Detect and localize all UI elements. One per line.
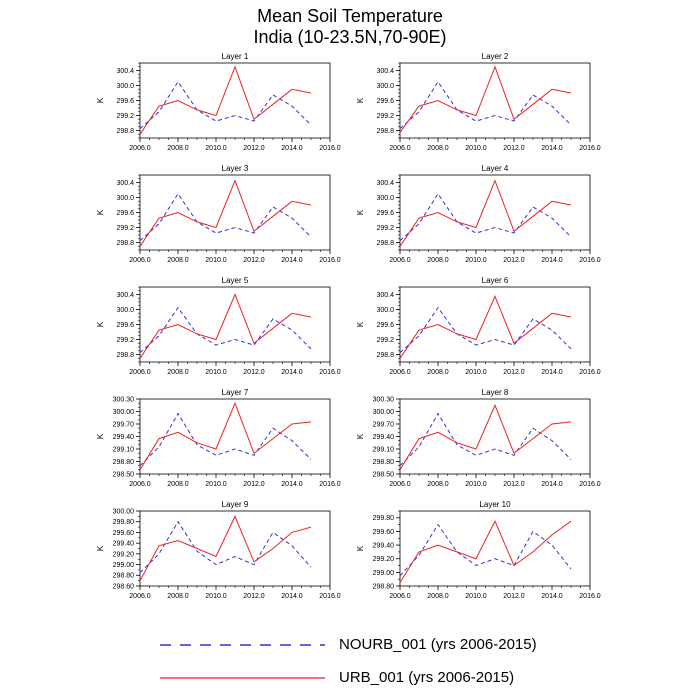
svg-text:Layer 4: Layer 4 <box>481 164 509 173</box>
svg-text:298.8: 298.8 <box>116 351 134 359</box>
svg-text:Layer 6: Layer 6 <box>481 276 509 285</box>
svg-text:299.2: 299.2 <box>376 336 394 344</box>
svg-text:2014.0: 2014.0 <box>281 257 303 264</box>
svg-text:2006.0: 2006.0 <box>129 257 151 264</box>
svg-text:2008.0: 2008.0 <box>427 145 449 152</box>
svg-text:2008.0: 2008.0 <box>167 257 189 264</box>
svg-text:Layer 5: Layer 5 <box>221 276 249 285</box>
svg-text:2012.0: 2012.0 <box>503 145 525 152</box>
svg-text:2010.0: 2010.0 <box>465 593 487 600</box>
svg-text:2012.0: 2012.0 <box>503 257 525 264</box>
svg-text:2016.0: 2016.0 <box>579 369 601 376</box>
svg-text:299.80: 299.80 <box>112 519 134 527</box>
svg-text:298.80: 298.80 <box>372 583 394 591</box>
svg-text:300.0: 300.0 <box>116 82 134 90</box>
svg-text:Layer 8: Layer 8 <box>481 388 509 397</box>
svg-text:Layer 7: Layer 7 <box>221 388 249 397</box>
svg-text:299.6: 299.6 <box>116 321 134 329</box>
svg-text:300.0: 300.0 <box>116 306 134 314</box>
svg-text:2014.0: 2014.0 <box>281 145 303 152</box>
svg-text:298.8: 298.8 <box>376 127 394 135</box>
svg-text:299.2: 299.2 <box>376 112 394 120</box>
svg-text:2006.0: 2006.0 <box>129 593 151 600</box>
svg-text:300.0: 300.0 <box>376 194 394 202</box>
figure-header <box>0 0 700 48</box>
svg-text:298.80: 298.80 <box>112 458 134 466</box>
svg-text:2016.0: 2016.0 <box>319 257 341 264</box>
svg-text:299.00: 299.00 <box>372 569 394 577</box>
legend-label-urb: URB_001 (yrs 2006-2015) <box>339 669 515 686</box>
svg-text:298.8: 298.8 <box>116 239 134 247</box>
svg-text:K: K <box>96 97 105 104</box>
svg-text:298.50: 298.50 <box>112 471 134 479</box>
svg-text:2016.0: 2016.0 <box>579 145 601 152</box>
svg-text:2010.0: 2010.0 <box>205 145 227 152</box>
svg-text:300.30: 300.30 <box>372 396 394 404</box>
svg-text:2010.0: 2010.0 <box>205 369 227 376</box>
svg-text:2006.0: 2006.0 <box>129 369 151 376</box>
svg-text:2012.0: 2012.0 <box>243 257 265 264</box>
svg-text:298.80: 298.80 <box>112 572 134 580</box>
svg-text:2016.0: 2016.0 <box>579 257 601 264</box>
subplot-layer-6 <box>350 274 610 386</box>
svg-text:299.6: 299.6 <box>376 97 394 105</box>
svg-text:2014.0: 2014.0 <box>541 145 563 152</box>
svg-text:2014.0: 2014.0 <box>541 369 563 376</box>
svg-text:299.2: 299.2 <box>116 224 134 232</box>
legend-row-nourb <box>160 628 540 661</box>
svg-text:300.00: 300.00 <box>112 508 134 516</box>
svg-text:2014.0: 2014.0 <box>541 593 563 600</box>
svg-text:K: K <box>356 209 365 216</box>
svg-text:2016.0: 2016.0 <box>319 481 341 488</box>
subplot-layer-5 <box>90 274 350 386</box>
svg-text:2006.0: 2006.0 <box>389 481 411 488</box>
svg-text:2006.0: 2006.0 <box>389 257 411 264</box>
svg-text:2006.0: 2006.0 <box>389 593 411 600</box>
svg-text:2006.0: 2006.0 <box>389 369 411 376</box>
svg-text:300.4: 300.4 <box>376 67 394 75</box>
svg-text:2012.0: 2012.0 <box>243 481 265 488</box>
svg-text:2006.0: 2006.0 <box>129 481 151 488</box>
svg-text:2010.0: 2010.0 <box>205 593 227 600</box>
svg-text:298.8: 298.8 <box>116 127 134 135</box>
subplot-layer-4 <box>350 162 610 274</box>
svg-text:299.60: 299.60 <box>372 528 394 536</box>
svg-text:300.4: 300.4 <box>376 179 394 187</box>
svg-text:299.70: 299.70 <box>112 421 134 429</box>
svg-text:2016.0: 2016.0 <box>579 481 601 488</box>
svg-text:299.80: 299.80 <box>372 515 394 523</box>
svg-text:300.0: 300.0 <box>376 82 394 90</box>
legend-row-urb <box>160 661 540 694</box>
svg-text:2012.0: 2012.0 <box>243 369 265 376</box>
svg-text:2012.0: 2012.0 <box>503 369 525 376</box>
svg-text:299.00: 299.00 <box>112 561 134 569</box>
svg-text:2008.0: 2008.0 <box>427 593 449 600</box>
svg-text:2014.0: 2014.0 <box>281 369 303 376</box>
svg-text:Layer 3: Layer 3 <box>221 164 249 173</box>
svg-text:300.4: 300.4 <box>376 291 394 299</box>
svg-text:2016.0: 2016.0 <box>319 145 341 152</box>
legend-label-nourb: NOURB_001 (yrs 2006-2015) <box>339 636 537 653</box>
svg-text:300.4: 300.4 <box>116 179 134 187</box>
svg-text:2008.0: 2008.0 <box>427 257 449 264</box>
svg-text:2012.0: 2012.0 <box>503 593 525 600</box>
svg-text:298.60: 298.60 <box>112 583 134 591</box>
svg-text:K: K <box>96 545 105 552</box>
svg-text:2008.0: 2008.0 <box>427 369 449 376</box>
svg-text:K: K <box>356 545 365 552</box>
svg-text:299.40: 299.40 <box>372 542 394 550</box>
svg-text:299.10: 299.10 <box>112 446 134 454</box>
svg-text:K: K <box>96 209 105 216</box>
subplot-layer-3 <box>90 162 350 274</box>
svg-text:2016.0: 2016.0 <box>319 593 341 600</box>
svg-text:Layer 9: Layer 9 <box>221 500 249 509</box>
subplot-layer-10 <box>350 498 610 610</box>
svg-text:K: K <box>96 433 105 440</box>
svg-text:K: K <box>356 97 365 104</box>
svg-text:K: K <box>356 433 365 440</box>
svg-text:300.4: 300.4 <box>116 67 134 75</box>
svg-text:299.6: 299.6 <box>376 321 394 329</box>
subplot-layer-2 <box>350 50 610 162</box>
svg-text:2010.0: 2010.0 <box>465 145 487 152</box>
svg-text:2014.0: 2014.0 <box>541 481 563 488</box>
svg-text:2008.0: 2008.0 <box>167 145 189 152</box>
svg-text:2012.0: 2012.0 <box>243 145 265 152</box>
svg-text:298.8: 298.8 <box>376 351 394 359</box>
svg-text:298.8: 298.8 <box>376 239 394 247</box>
svg-text:K: K <box>96 321 105 328</box>
subplot-grid <box>90 50 610 610</box>
svg-text:299.2: 299.2 <box>116 336 134 344</box>
svg-text:299.2: 299.2 <box>376 224 394 232</box>
svg-text:K: K <box>356 321 365 328</box>
svg-text:2008.0: 2008.0 <box>167 593 189 600</box>
svg-text:Layer 1: Layer 1 <box>221 52 249 61</box>
svg-text:2010.0: 2010.0 <box>205 481 227 488</box>
svg-text:2010.0: 2010.0 <box>465 481 487 488</box>
svg-text:Layer 10: Layer 10 <box>479 500 511 509</box>
legend-swatch-nourb-icon <box>160 643 325 647</box>
svg-text:2010.0: 2010.0 <box>205 257 227 264</box>
svg-text:2016.0: 2016.0 <box>319 369 341 376</box>
svg-text:299.40: 299.40 <box>372 433 394 441</box>
svg-text:299.20: 299.20 <box>372 556 394 564</box>
svg-text:299.6: 299.6 <box>376 209 394 217</box>
svg-text:298.50: 298.50 <box>372 471 394 479</box>
svg-text:2006.0: 2006.0 <box>129 145 151 152</box>
svg-text:299.6: 299.6 <box>116 97 134 105</box>
svg-text:2008.0: 2008.0 <box>167 369 189 376</box>
svg-text:2006.0: 2006.0 <box>389 145 411 152</box>
subplot-layer-8 <box>350 386 610 498</box>
svg-text:299.60: 299.60 <box>112 529 134 537</box>
legend <box>160 628 540 694</box>
svg-text:299.20: 299.20 <box>112 551 134 559</box>
svg-text:300.00: 300.00 <box>372 408 394 416</box>
legend-swatch-urb-icon <box>160 676 325 680</box>
svg-text:300.00: 300.00 <box>112 408 134 416</box>
svg-text:299.2: 299.2 <box>116 112 134 120</box>
svg-text:2016.0: 2016.0 <box>579 593 601 600</box>
svg-text:299.6: 299.6 <box>116 209 134 217</box>
page-title: Mean Soil Temperature <box>257 6 443 26</box>
svg-text:300.30: 300.30 <box>112 396 134 404</box>
svg-text:2010.0: 2010.0 <box>465 257 487 264</box>
svg-text:2010.0: 2010.0 <box>465 369 487 376</box>
svg-text:299.10: 299.10 <box>372 446 394 454</box>
subplot-layer-7 <box>90 386 350 498</box>
subplot-layer-9 <box>90 498 350 610</box>
subplot-layer-1 <box>90 50 350 162</box>
svg-text:2008.0: 2008.0 <box>427 481 449 488</box>
svg-text:299.70: 299.70 <box>372 421 394 429</box>
svg-text:299.40: 299.40 <box>112 540 134 548</box>
svg-text:300.4: 300.4 <box>116 291 134 299</box>
svg-text:2014.0: 2014.0 <box>281 593 303 600</box>
svg-text:2014.0: 2014.0 <box>281 481 303 488</box>
svg-text:2012.0: 2012.0 <box>503 481 525 488</box>
page-subtitle: India (10-23.5N,70-90E) <box>253 27 447 47</box>
svg-text:300.0: 300.0 <box>116 194 134 202</box>
svg-text:2012.0: 2012.0 <box>243 593 265 600</box>
svg-text:2014.0: 2014.0 <box>541 257 563 264</box>
svg-text:2008.0: 2008.0 <box>167 481 189 488</box>
svg-text:Layer 2: Layer 2 <box>481 52 509 61</box>
svg-text:298.80: 298.80 <box>372 458 394 466</box>
svg-text:299.40: 299.40 <box>112 433 134 441</box>
svg-text:300.0: 300.0 <box>376 306 394 314</box>
